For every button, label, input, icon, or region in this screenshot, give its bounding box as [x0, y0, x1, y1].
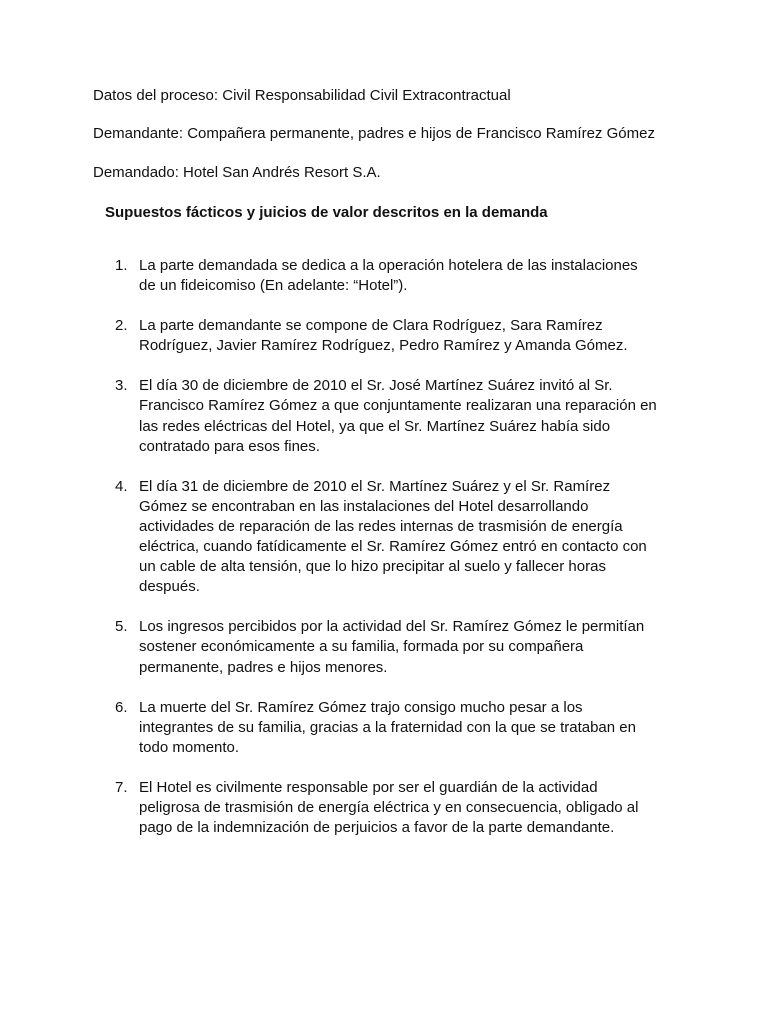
fact-item — [0, 376, 768, 456]
fact-number: 4. — [115, 477, 128, 495]
fact-item — [0, 778, 768, 838]
fact-item — [0, 316, 768, 356]
facts-list — [0, 256, 768, 858]
fact-number: 6. — [115, 698, 128, 716]
fact-text: El día 31 de diciembre de 2010 el Sr. Martínez Suárez y el Sr. Ramírez Gómez se encontraban en las instalaciones del Hotel desarrollando actividades de reparación de las redes internas de trasmisión de energía eléctrica, cuando fatídicamente el Sr. Ramírez Gómez entró en contacto con un cable de alta tensión, que lo hizo precipitar al suelo y fallecer horas después. — [139, 477, 647, 596]
fact-item — [0, 617, 768, 677]
fact-number: 2. — [115, 317, 128, 335]
fact-item — [0, 698, 768, 758]
fact-text: La parte demandada se dedica a la operación hotelera de las instalaciones de un fideicomiso (En adelante: “Hotel”). — [139, 257, 638, 295]
fact-item — [0, 256, 768, 296]
fact-number: 5. — [115, 618, 128, 636]
fact-text: La muerte del Sr. Ramírez Gómez trajo consigo mucho pesar a los integrantes de su familia, gracias a la fraternidad con la que se trataban en todo momento. — [139, 698, 636, 756]
fact-number: 3. — [115, 377, 128, 395]
fact-text: El Hotel es civilmente responsable por ser el guardián de la actividad peligrosa de trasmisión de energía eléctrica y en consecuencia, obligado al pago de la indemnización de perjuicios a favor de la parte demandante. — [139, 778, 639, 837]
fact-text: La parte demandante se compone de Clara Rodríguez, Sara Ramírez Rodríguez, Javier Ramírez Rodríguez, Pedro Ramírez y Amanda Gómez. — [139, 317, 628, 355]
section-heading: Supuestos fácticos y juicios de valor descritos en la demanda — [105, 204, 548, 221]
fact-number: 7. — [115, 778, 128, 796]
fact-item — [0, 477, 768, 598]
fact-text: Los ingresos percibidos por la actividad del Sr. Ramírez Gómez le permitían sostener económicamente a su familia, formada por su compañera permanente, padres e hijos menores. — [139, 618, 645, 676]
demandado-line: Demandado: Hotel San Andrés Resort S.A. — [93, 164, 381, 181]
demandante-line: Demandante: Compañera permanente, padres e hijos de Francisco Ramírez Gómez — [93, 125, 655, 142]
fact-text: El día 30 de diciembre de 2010 el Sr. José Martínez Suárez invitó al Sr. Francisco Ramírez Gómez a que conjuntamente realizaran una reparación en las redes eléctricas del Hotel, ya que el Sr. Martínez Suárez había sido contratado para esos fines. — [139, 377, 657, 455]
fact-number: 1. — [115, 257, 128, 274]
proceso-line: Datos del proceso: Civil Responsabilidad Civil Extracontractual — [93, 87, 511, 104]
